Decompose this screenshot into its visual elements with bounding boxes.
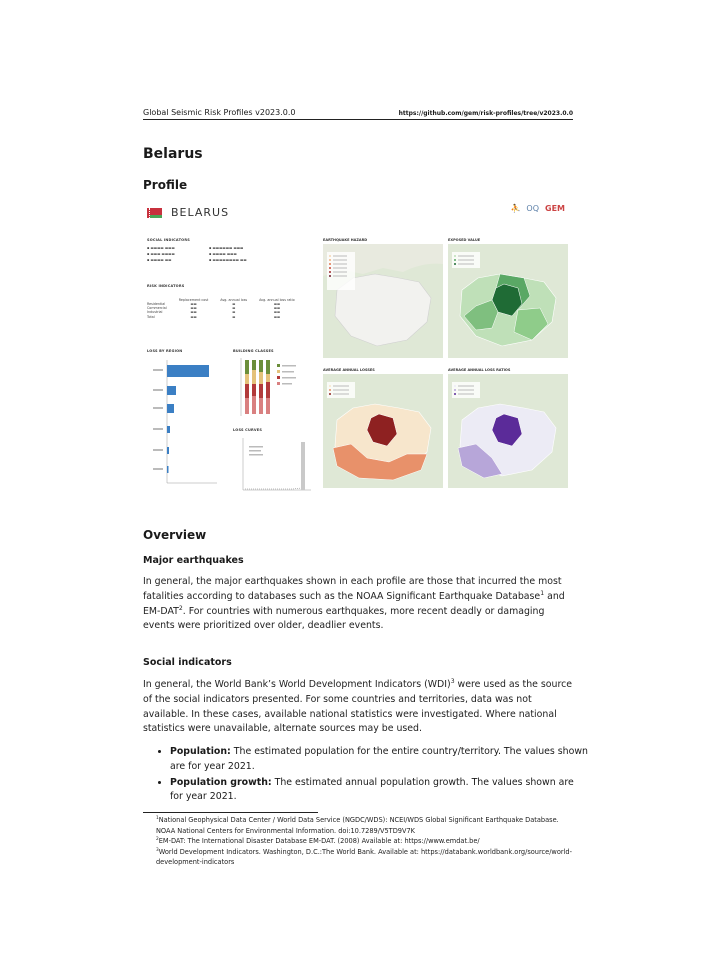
social-indicators-heading: Social indicators [143, 657, 232, 668]
footnote: $^1$National Geophysical Data Center / World Data Service (NGDC/WDS): NCEI/WDS Global Significant Earthquake Database. NOAA National Centers for Environmental Information. doi:10.7289/V5TD9V7K [156, 815, 559, 835]
list-item: • Population growth: The estimated annual population growth. The values shown are for year 2021. [170, 776, 588, 806]
social-indicators-list [158, 745, 588, 806]
partner-logos [510, 204, 565, 213]
list-item: • Population: The estimated population for the entire country/territory. The values shown are for year 2021. [170, 745, 588, 775]
average-annual-losses-map: AVERAGE ANNUAL LOSSES [323, 368, 443, 488]
indicator-row: ▪ ▬▬▬▬ ▬▬▬ [209, 252, 237, 256]
building-classes-label: BUILDING CLASSES [233, 349, 274, 353]
footnote-divider [143, 812, 318, 813]
loss-curves-label: LOSS CURVES [233, 428, 263, 432]
region-bar [167, 386, 176, 395]
table-header: Avg. annual loss [220, 298, 248, 302]
risk-indicators-label: RISK INDICATORS [147, 284, 185, 288]
infographic-country: BELARUS [171, 206, 230, 219]
table-row: Total ▬▬ ▬ ▬▬ [147, 314, 280, 319]
header-url[interactable]: https://github.com/gem/risk-profiles/tree/v2023.0.0 [398, 110, 573, 117]
average-annual-loss-ratios-map: AVERAGE ANNUAL LOSS RATIOS [448, 368, 568, 488]
gem-logo-icon: GEM [545, 204, 565, 213]
region-bar [167, 447, 169, 454]
loss-curves-chart [233, 436, 313, 498]
major-earthquakes-heading: Major earthquakes [143, 555, 244, 566]
table-header: Avg. annual loss ratio [259, 298, 295, 302]
table-row: Industrial ▬▬ ▬ ▬▬ [147, 310, 280, 315]
page-title: Belarus [143, 146, 203, 162]
table-row: Commercial ▬▬ ▬ ▬▬ [147, 306, 280, 311]
profile-heading: Profile [143, 178, 188, 192]
social-indicators-paragraph: In general, the World Bank’s World Development Indicators (WDI)$^3$ were used as the source of the social indicators presented. For some countries and territories, data was not available. In these cases, available national statistics were investigated. Where national statistics were unavailable, alternate sources may be used. [143, 677, 573, 735]
footnote: $^2$EM-DAT: The International Disaster Database EM-DAT. (2008) Available at: https://www.emdat.be/ [156, 836, 480, 845]
region-bar [167, 404, 174, 413]
building-classes-chart [233, 356, 313, 426]
header-title: Global Seismic Risk Profiles v2023.0.0 [143, 108, 296, 117]
indicator-row: ▪ ▬▬▬▬ ▬▬ [147, 258, 172, 262]
region-bar [167, 466, 169, 473]
hazard-legend [327, 252, 355, 290]
region-bar [167, 426, 170, 433]
table-header: Replacement cost [178, 298, 209, 302]
profile-infographic [143, 198, 573, 503]
people-icon: ⛹ [510, 204, 521, 213]
footnote: $^3$World Development Indicators. Washington, D.C.:The World Bank. Available at: https://databank.worldbank.org/source/world-development-indicators [156, 847, 572, 866]
table-row: Residential ▬▬ ▬ ▬▬ [147, 302, 280, 306]
loss-by-region-chart [147, 358, 219, 493]
earthquake-hazard-map: EARTHQUAKE HAZARD [323, 238, 443, 358]
belarus-flag-icon [147, 208, 162, 218]
aalr-legend [452, 382, 480, 398]
exposed-legend [452, 252, 480, 268]
risk-indicators-table [147, 298, 301, 319]
oq-logo-icon: OQ [526, 204, 539, 213]
stacked-bar [245, 360, 270, 414]
social-indicators-label: SOCIAL INDICATORS [147, 238, 190, 242]
loss-by-region-label: LOSS BY REGION [147, 349, 183, 353]
indicator-row: ▪ ▬▬▬ ▬▬▬▬ [147, 252, 175, 256]
running-header [143, 103, 573, 120]
aal-legend [327, 382, 355, 398]
footnotes [143, 815, 577, 868]
exposed-value-map: EXPOSED VALUE [448, 238, 568, 358]
major-earthquakes-paragraph: In general, the major earthquakes shown in each profile are those that incurred the most fatalities according to databases such as the NOAA Significant Earthquake Database$^1$ and EM-DAT$^2$. For countries with numerous earthquakes, more recent deadly or damaging events were prioritized over older, deadlier events. [143, 576, 565, 632]
overview-heading: Overview [143, 528, 207, 542]
indicator-row: ▪ ▬▬▬▬ ▬▬▬ [147, 246, 175, 250]
indicator-row: ▪ ▬▬▬▬▬▬▬▬ ▬▬ [209, 258, 247, 262]
region-bar [167, 365, 209, 377]
indicator-row: ▪ ▬▬▬▬▬▬ ▬▬▬ [209, 246, 244, 250]
